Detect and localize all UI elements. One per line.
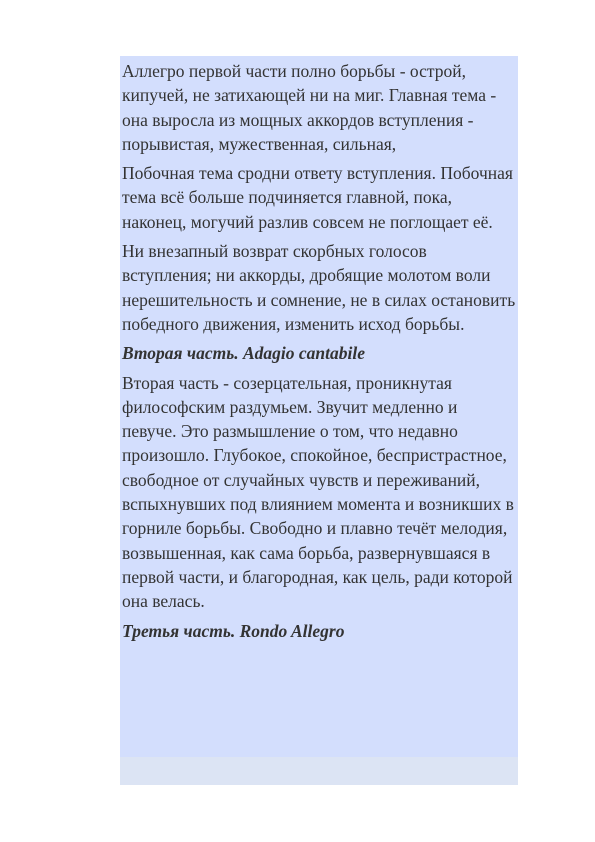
text-block-content <box>120 56 518 643</box>
paragraph-secondary-theme: Побочная тема сродни ответу вступления. Побочная тема всё больше подчиняется главной, пока, наконец, могучий разлив совсем не поглощает её. <box>122 163 513 232</box>
paragraph-second-movement: Вторая часть - созерцательная, проникнутая философским раздумьем. Звучит медленно и певуче. Это размышление о том, что недавно произошло. Глубокое, спокойное, беспристрастное, свободное от случайных чувств и переживаний, вспыхнувших под влиянием момента и возникших в горниле борьбы. Свободно и плавно течёт мелодия, возвышенная, как сама борьба, развернувшаяся в первой части, и благородная, как цель, ради которой она велась. <box>122 372 514 612</box>
paragraph-struggle-outcome: Ни внезапный возврат скорбных голосов вступления; ни аккорды, дробящие молотом воли нерешительность и сомнение, не в силах остановить победного движения, изменить исход борьбы. <box>122 241 516 334</box>
heading-third-movement: Третья часть. Rondo Allegro <box>122 620 345 641</box>
footer-strip <box>120 757 518 785</box>
heading-second-movement: Вторая часть. Adagio cantabile <box>122 343 365 364</box>
text-block <box>120 56 518 757</box>
paragraph-first-movement: Аллегро первой части полно борьбы - острой, кипучей, не затихающей ни на миг. Главная тема - она выросла из мощных аккордов вступления - порывистая, мужественная, сильная, <box>122 61 497 154</box>
